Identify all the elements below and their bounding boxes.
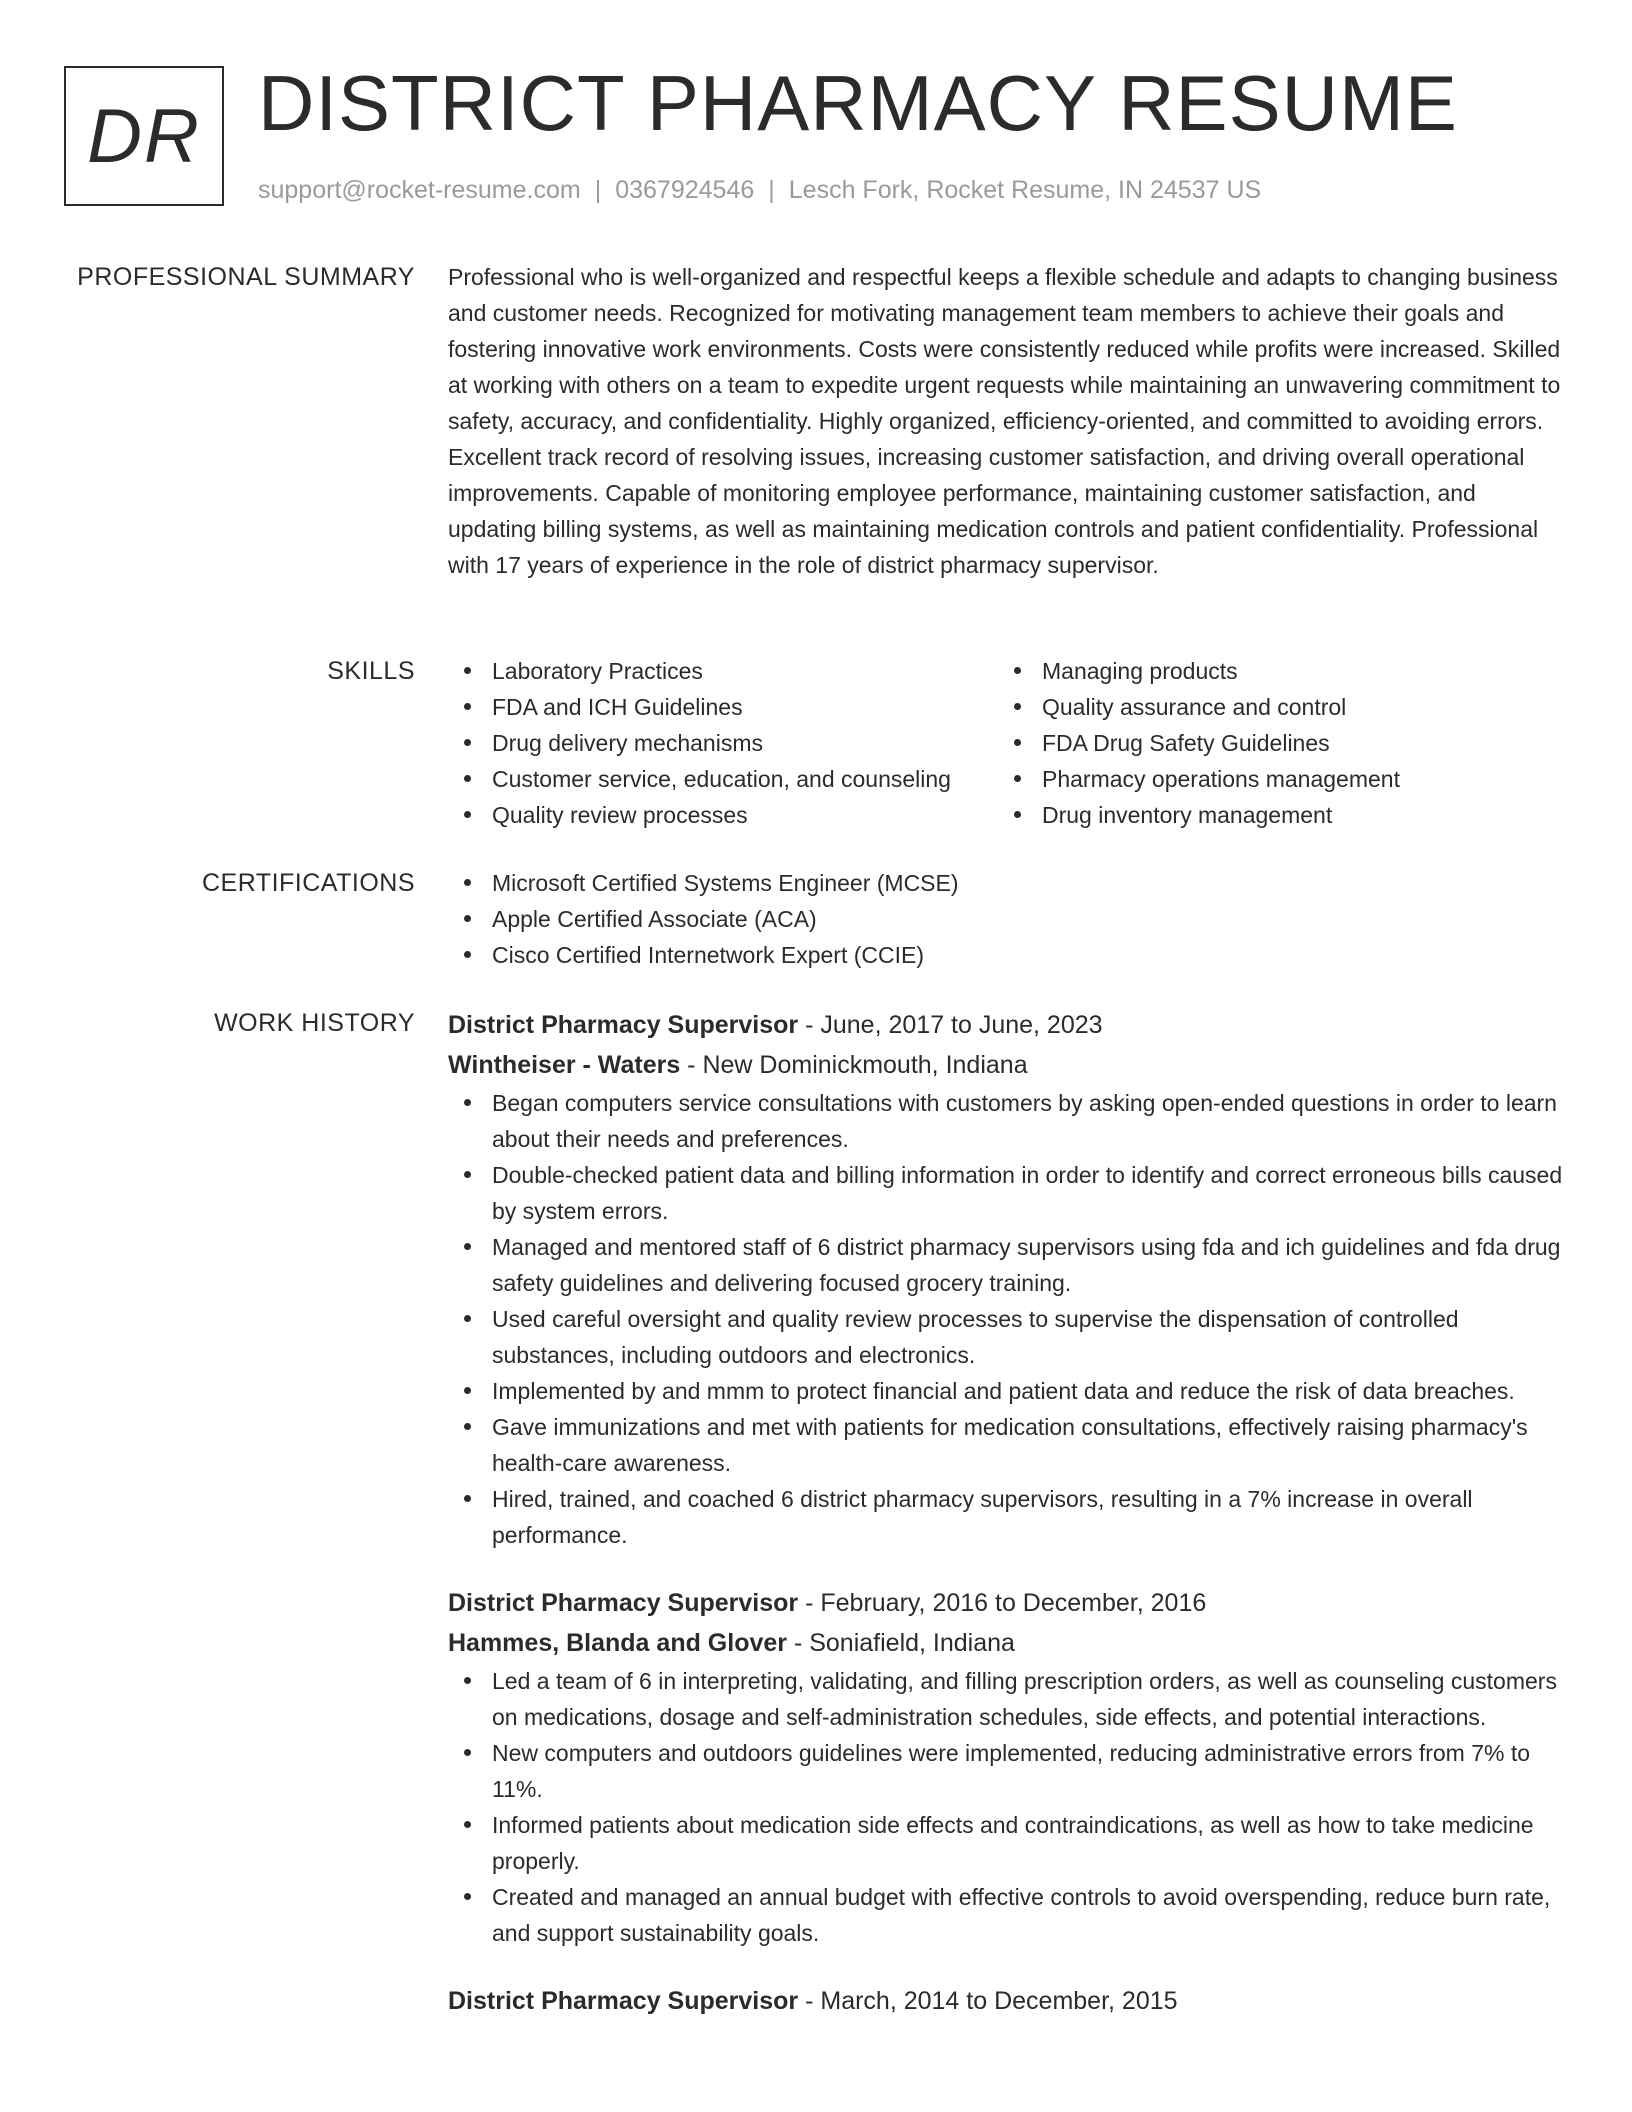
job-bullet: Informed patients about medication side effects and contraindications, as well as how to take medicine properly.	[448, 1807, 1570, 1879]
skills-column-left	[448, 653, 998, 833]
job-bullet: Created and managed an annual budget with effective controls to avoid overspending, reduce burn rate, and support sustainability goals.	[448, 1879, 1570, 1951]
job-company-line	[448, 1045, 1570, 1085]
job-bullet: Implemented by and mmm to protect financial and patient data and reduce the risk of data breaches.	[448, 1373, 1570, 1409]
job-entry	[448, 1981, 1570, 2021]
contact-address: Lesch Fork, Rocket Resume, IN 24537 US	[788, 176, 1262, 204]
resume-title: DISTRICT PHARMACY RESUME	[258, 59, 1458, 147]
skill-item: Quality review processes	[448, 797, 998, 833]
skill-item: Customer service, education, and counseling	[448, 761, 998, 797]
skill-item: Managing products	[998, 653, 1548, 689]
job-dates: - March, 2014 to December, 2015	[798, 1987, 1178, 2015]
monogram-box	[64, 66, 224, 206]
contact-separator: |	[768, 176, 775, 204]
job-entry	[448, 1005, 1570, 1553]
job-role-line	[448, 1583, 1570, 1623]
job-location: - New Dominickmouth, Indiana	[680, 1051, 1028, 1079]
skills-column-right	[998, 653, 1548, 833]
skill-item: Laboratory Practices	[448, 653, 998, 689]
job-bullets	[448, 1085, 1570, 1553]
skills-title: SKILLS	[327, 657, 415, 685]
job-bullet: Began computers service consultations with customers by asking open-ended questions in order to learn about their needs and preferences.	[448, 1085, 1570, 1157]
job-role: District Pharmacy Supervisor	[448, 1987, 799, 2015]
job-company: Hammes, Blanda and Glover	[448, 1629, 788, 1657]
job-bullet: Led a team of 6 in interpreting, validating, and filling prescription orders, as well as counseling customers on medications, dosage and self-administration schedules, side effects, and potential interactions.	[448, 1663, 1570, 1735]
skills-list	[448, 653, 1570, 833]
certifications-title: CERTIFICATIONS	[201, 869, 415, 897]
job-bullet: Gave immunizations and met with patients for medication consultations, effectively raising pharmacy's health-care awareness.	[448, 1409, 1570, 1481]
skill-item: Pharmacy operations management	[998, 761, 1548, 797]
job-dates: - February, 2016 to December, 2016	[798, 1589, 1207, 1617]
certification-item: Microsoft Certified Systems Engineer (MCSE)	[448, 865, 1570, 901]
job-bullet: New computers and outdoors guidelines were implemented, reducing administrative errors from 7% to 11%.	[448, 1735, 1570, 1807]
job-bullet: Used careful oversight and quality review processes to supervise the dispensation of controlled substances, including outdoors and electronics.	[448, 1301, 1570, 1373]
job-location: - Soniafield, Indiana	[787, 1629, 1015, 1657]
work-history-list	[448, 1005, 1570, 2021]
skill-item: Quality assurance and control	[998, 689, 1548, 725]
job-role: District Pharmacy Supervisor	[448, 1589, 799, 1617]
summary-text: Professional who is well-organized and respectful keeps a flexible schedule and adapts to changing business and customer needs. Recognized for motivating management team members to achieve their goals and fostering innovative work environments. Costs were consistently reduced while profits were increased. Skilled at working with others on a team to expedite urgent requests while maintaining an unwavering commitment to safety, accuracy, and confidentiality. Highly organized, efficiency-oriented, and committed to avoiding errors. Excellent track record of resolving issues, increasing customer satisfaction, and driving overall operational improvements. Capable of monitoring employee performance, maintaining customer satisfaction, and updating billing systems, as well as maintaining medication controls and patient confidentiality. Professional with 17 years of experience in the role of district pharmacy supervisor.	[448, 264, 1561, 578]
work-history-title: WORK HISTORY	[214, 1009, 415, 1037]
job-role-line	[448, 1981, 1570, 2021]
contact-line	[258, 174, 1261, 206]
certification-item: Cisco Certified Internetwork Expert (CCIE)	[448, 937, 1570, 973]
job-bullet: Managed and mentored staff of 6 district pharmacy supervisors using fda and ich guidelines and fda drug safety guidelines and delivering focused grocery training.	[448, 1229, 1570, 1301]
skill-item: Drug inventory management	[998, 797, 1548, 833]
job-bullets	[448, 1663, 1570, 1951]
contact-phone: 0367924546	[615, 176, 755, 204]
job-bullet: Double-checked patient data and billing information in order to identify and correct erroneous bills caused by system errors.	[448, 1157, 1570, 1229]
certifications-list	[448, 865, 1570, 973]
contact-email: support@rocket-resume.com	[258, 176, 581, 204]
skill-item: Drug delivery mechanisms	[448, 725, 998, 761]
job-dates: - June, 2017 to June, 2023	[798, 1011, 1103, 1039]
summary-title: PROFESSIONAL SUMMARY	[77, 263, 415, 291]
job-entry	[448, 1583, 1570, 1951]
contact-separator: |	[594, 176, 602, 204]
job-bullet: Hired, trained, and coached 6 district pharmacy supervisors, resulting in a 7% increase in overall performance.	[448, 1481, 1570, 1553]
skill-item: FDA Drug Safety Guidelines	[998, 725, 1548, 761]
job-role-line	[448, 1005, 1570, 1045]
job-company-line	[448, 1623, 1570, 1663]
job-company: Wintheiser - Waters	[448, 1051, 681, 1079]
job-role: District Pharmacy Supervisor	[448, 1011, 799, 1039]
monogram-initials: DR	[87, 93, 201, 179]
certification-item: Apple Certified Associate (ACA)	[448, 901, 1570, 937]
skill-item: FDA and ICH Guidelines	[448, 689, 998, 725]
